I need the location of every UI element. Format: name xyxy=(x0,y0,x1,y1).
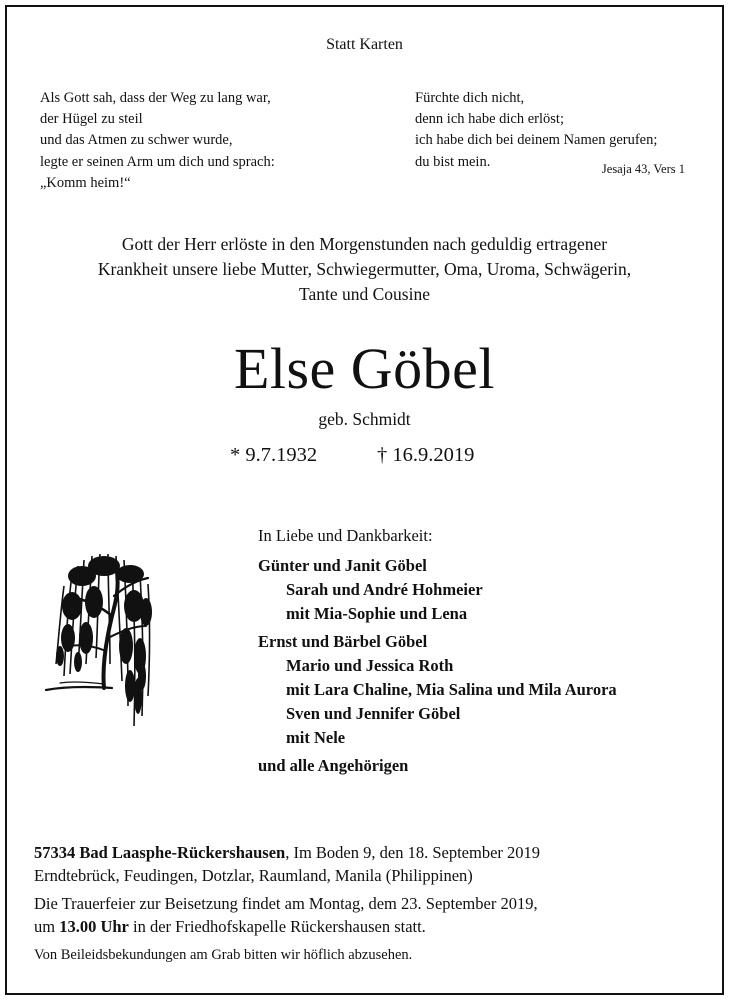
deceased-name: Else Göbel xyxy=(233,336,496,401)
family-member: Sarah und André Hohmeier xyxy=(286,580,483,599)
family-member: Mario und Jessica Roth xyxy=(286,656,454,675)
maiden-name: geb. Schmidt xyxy=(318,409,411,429)
family-group xyxy=(258,554,617,626)
address-date: , Im Boden 9, den 18. September 2019 xyxy=(285,843,541,862)
places-line: Erndtebrück, Feudingen, Dotzlar, Raumland, Manila (Philippinen) xyxy=(34,865,473,885)
death-date: † 16.9.2019 xyxy=(377,444,475,466)
family-head: Günter und Janit Göbel xyxy=(258,556,427,575)
family-member: mit Lara Chaline, Mia Salina und Mila Aurora xyxy=(286,680,617,699)
header-title: Statt Karten xyxy=(326,36,403,53)
family-member: Sven und Jennifer Göbel xyxy=(286,704,461,723)
service-line-2 xyxy=(34,916,699,939)
poem-right: Fürchte dich nicht, denn ich habe dich erlöst; ich habe dich bei deinem Namen gerufen; du bist mein. xyxy=(415,90,658,170)
family-closing: und alle Angehörigen xyxy=(258,756,409,775)
address-line xyxy=(34,842,699,865)
service-pre: um xyxy=(34,916,60,936)
footer-info xyxy=(34,842,699,967)
family-head: Ernst und Bärbel Göbel xyxy=(258,632,428,651)
birth-date: * 9.7.1932 xyxy=(230,444,318,466)
family-member: mit Nele xyxy=(286,728,346,747)
family-member: mit Mia-Sophie und Lena xyxy=(286,604,468,623)
weeping-willow-icon xyxy=(42,546,162,736)
service-time: 13.00 Uhr xyxy=(59,916,129,936)
family-list xyxy=(258,524,617,778)
address-place: 57334 Bad Laasphe-Rückershausen xyxy=(34,843,286,862)
poem-left: Als Gott sah, dass der Weg zu lang war, der Hügel zu steil und das Atmen zu schwer wurde, legte er seinen Arm um dich und sprach: „Komm heim!“ xyxy=(40,90,275,191)
poem-source: Jesaja 43, Vers 1 xyxy=(601,162,685,176)
family-intro: In Liebe und Dankbarkeit: xyxy=(258,526,433,545)
announcement-text: Gott der Herr erlöste in den Morgenstunden nach geduldig ertragener Krankheit unsere liebe Mutter, Schwiegermutter, Oma, Uroma, Schwägerin, Tante und Cousine xyxy=(97,234,632,304)
service-post: in der Friedhofskapelle Rückershausen statt. xyxy=(128,916,426,936)
condolence-note: Von Beileidsbekundungen am Grab bitten wir höflich abzusehen. xyxy=(34,947,413,963)
service-line-1: Die Trauerfeier zur Beisetzung findet am Montag, dem 23. September 2019, xyxy=(34,894,538,913)
family-group xyxy=(258,630,617,750)
